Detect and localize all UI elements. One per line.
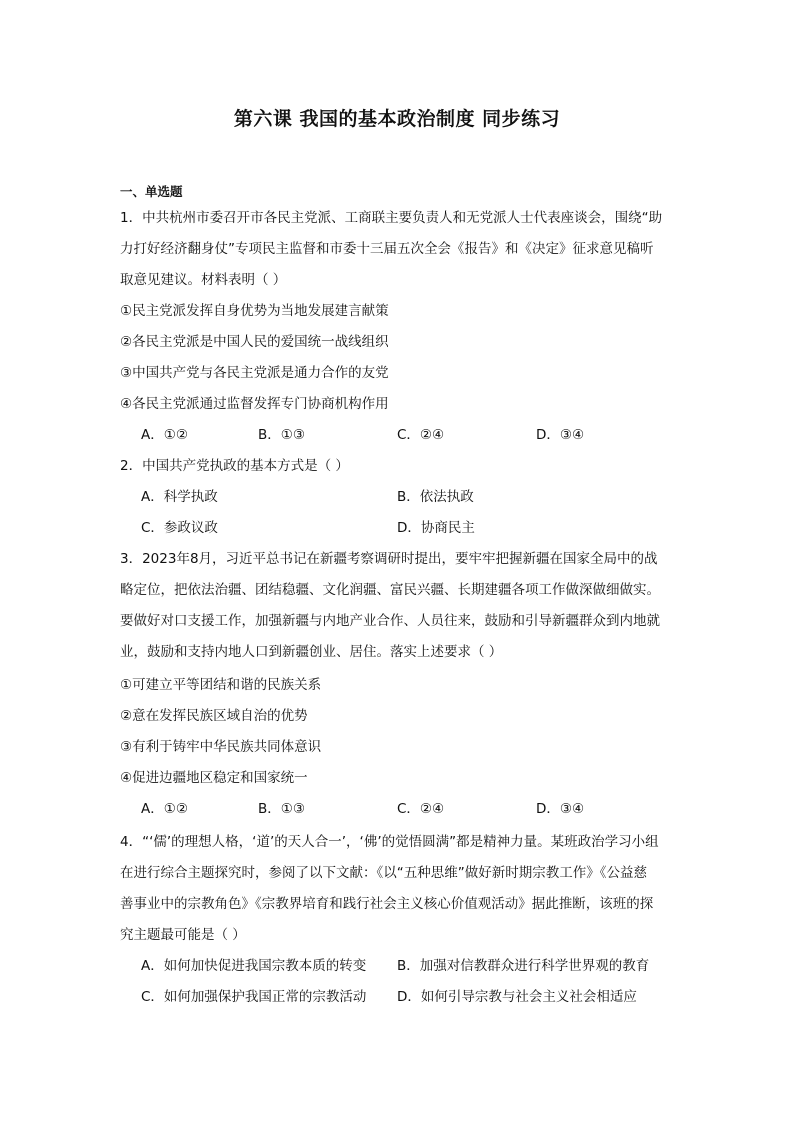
q3-item: ②意在发挥民族区域自治的优势: [120, 708, 308, 724]
page-title: 第六课 我国的基本政治制度 同步练习: [233, 108, 561, 130]
q1-option-a: A．①②: [141, 427, 188, 443]
q2-option-b: B．依法执政: [397, 489, 474, 505]
q4-stem-line: 4．“‘儒’的理想人格，‘道’的天人合一’，‘佛’的觉悟圆满”都是精神力量。某班政治学习小组: [120, 834, 659, 850]
q4-stem-line: 善事业中的宗教角色》《宗教界培育和践行社会主义核心价值观活动》据此推断，该班的探: [120, 896, 654, 912]
q2-option-c: C．参政议政: [141, 520, 218, 536]
q1-stem-line: 1．中共杭州市委召开市各民主党派、工商联主要负责人和无党派人士代表座谈会，围绕“助: [120, 210, 663, 226]
q1-stem-line: 取意见建议。材料表明（ ）: [120, 272, 287, 288]
q1-option-b: B．①③: [258, 427, 305, 443]
q1-item: ②各民主党派是中国人民的爱国统一战线组织: [120, 334, 389, 350]
q3-stem-line: 略定位，把依法治疆、团结稳疆、文化润疆、富民兴疆、长期建疆各项工作做深做细做实。: [120, 582, 660, 598]
q3-option-b: B．①③: [258, 801, 305, 817]
q4-option-c: C．如何加强保护我国正常的宗教活动: [141, 989, 367, 1005]
q3-option-a: A．①②: [141, 801, 188, 817]
q3-item: ④促进边疆地区稳定和国家统一: [120, 770, 308, 786]
q3-option-c: C．②④: [397, 801, 445, 817]
section-heading: 一、单选题: [120, 184, 183, 199]
q4-option-d: D．如何引导宗教与社会主义社会相适应: [397, 989, 637, 1005]
q4-option-b: B．加强对信教群众进行科学世界观的教育: [397, 958, 650, 974]
q1-item: ④各民主党派通过监督发挥专门协商机构作用: [120, 396, 389, 412]
q2-stem-line: 2．中国共产党执政的基本方式是（ ）: [120, 458, 349, 474]
q1-stem-line: 力打好经济翻身仗”专项民主监督和市委十三届五次全会《报告》和《决定》征求意见稿听: [120, 241, 654, 257]
q2-option-d: D．协商民主: [397, 520, 475, 536]
q4-stem-line: 究主题最可能是（ ）: [120, 927, 246, 943]
q3-stem-line: 要做好对口支援工作，加强新疆与内地产业合作、人员往来，鼓励和引导新疆群众到内地就: [120, 613, 660, 629]
q3-item: ③有利于铸牢中华民族共同体意识: [120, 739, 322, 755]
q1-item: ③中国共产党与各民主党派是通力合作的友党: [120, 365, 389, 381]
q4-stem-line: 在进行综合主题探究时，参阅了以下文献：《以“五种思维”做好新时期宗教工作》《公益慈: [120, 865, 647, 881]
q3-item: ①可建立平等团结和谐的民族关系: [120, 677, 322, 693]
q3-stem-line: 业，鼓励和支持内地人口到新疆创业、居住。落实上述要求（ ）: [120, 644, 503, 660]
q1-item: ①民主党派发挥自身优势为当地发展建言献策: [120, 303, 389, 319]
q1-option-d: D．③④: [536, 427, 585, 443]
q3-option-d: D．③④: [536, 801, 585, 817]
q2-option-a: A．科学执政: [141, 489, 218, 505]
q4-option-a: A．如何加快促进我国宗教本质的转变: [141, 958, 367, 974]
q3-stem-line: 3．2023年8月，习近平总书记在新疆考察调研时提出，要牢牢把握新疆在国家全局中的战: [120, 551, 658, 567]
q1-option-c: C．②④: [397, 427, 445, 443]
